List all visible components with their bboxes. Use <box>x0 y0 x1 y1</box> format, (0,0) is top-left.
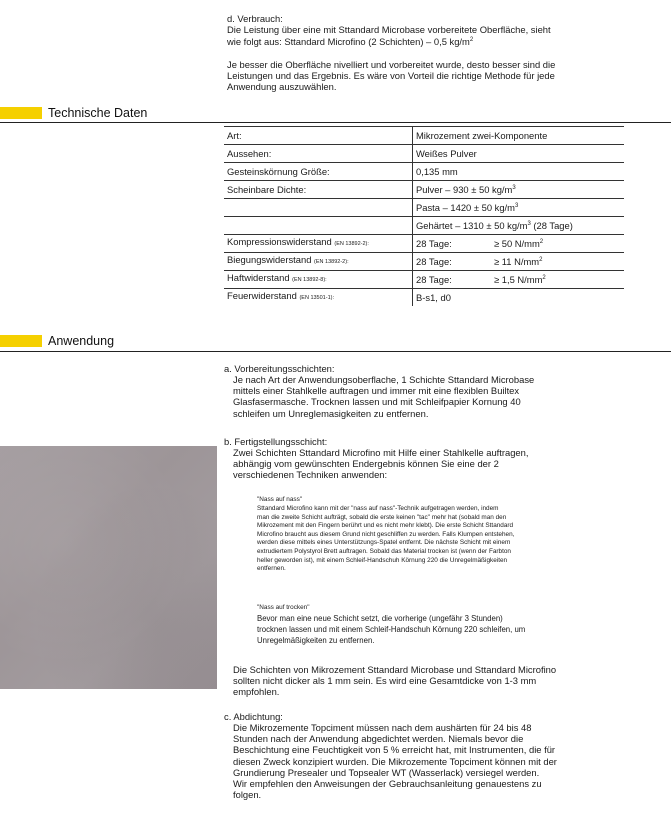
text-line: Wir empfehlen den Anweisungen der Gebrauchsanleitung genauestens zu <box>233 778 542 790</box>
text-line: schleifen um Unreglemasigkeiten zu entfernen. <box>233 407 429 419</box>
nass-auf-trocken-title: "Nass auf trocken" <box>257 604 310 611</box>
section-divider <box>0 351 671 352</box>
spec-value: 0,135 mm <box>413 163 625 181</box>
spec-label: Art: <box>224 127 413 145</box>
spec-row <box>224 199 624 217</box>
text-line: Mikrozement mit den Fingern berührt und es nicht mehr klebt). Die erste Schicht Sttandard <box>257 522 514 530</box>
technical-data-table <box>224 126 624 306</box>
spec-value: Pulver – 930 ± 50 $kg/m^3$ <box>413 181 625 199</box>
text-line: diesen Zweck konzipiert wurden. Die Mikrozemente Topciment können mit der <box>233 755 557 767</box>
spec-label: Feuerwiderstand (EN 13501-1): <box>224 289 413 307</box>
text-line: Unregelmäßigkeiten zu entfernen. <box>257 636 375 645</box>
spec-label: Scheinbare Dichte: <box>224 181 413 199</box>
text-line: empfohlen. <box>233 686 280 698</box>
spec-row <box>224 127 624 145</box>
spec-label: Kompressionswiderstand (EN 13892-2): <box>224 235 413 253</box>
text-line: sollten nicht dicker als 1 mm sein. Es wird eine Gesamtdicke von 1-3 mm <box>233 675 537 687</box>
spec-value: Mikrozement zwei-Komponente <box>413 127 625 145</box>
anwendung-a-text <box>233 374 534 419</box>
verbrauch-paragraph-line: Anwendung auszuwählen. <box>227 81 337 93</box>
text-line: man die zweite Schicht aufträgt, sobald die erste keinen "tac" mehr hat (sobald man den <box>257 513 507 521</box>
verbrauch-paragraph-line: Je besser die Oberfläche nivelliert und vorbereitet wurde, desto besser sind die <box>227 58 556 70</box>
text-line: Die Mikrozemente Topciment müssen nach dem aushärten für 24 bis 48 <box>233 722 532 733</box>
spec-row <box>224 289 624 307</box>
verbrauch-line: Die Leistung über eine mit Sttandard Microbase vorbereitete Oberfläche, sieht <box>227 24 551 36</box>
text-line: Grundierung Presealer und Topsealer WT (Wasserlack) versiegel werden. <box>233 766 540 778</box>
text-line: folgen. <box>233 789 262 801</box>
nass-auf-trocken-text <box>257 613 525 646</box>
spec-value: 28 Tage: ≥ 11 $N/mm^2$ <box>413 253 625 271</box>
spec-value: B-s1, d0 <box>416 291 451 303</box>
verbrauch-line: wie folgt aus: Sttandard Microfino (2 Schichten) – 0,5 $kg/m^2$ <box>227 36 474 48</box>
text-line: trocknen lassen und mit einem Schleif-Handschuh Körnung 220 schleifen, um <box>257 625 526 634</box>
section-divider <box>0 122 671 123</box>
text-line: verschiedenen Techniken anwenden: <box>233 469 388 481</box>
spec-row <box>224 163 624 181</box>
spec-value: 28 Tage: ≥ 50 $N/mm^2$ <box>413 235 625 253</box>
anwendung-a-heading: a. Vorbereitungsschichten: <box>224 363 335 374</box>
text-line: abhängig vom gewünschten Endergebnis können Sie eine der 2 <box>233 458 499 470</box>
text-line: extrudiertem Polystyrol Brett auftragen. Sobald das Material trocken ist (wenn der Farbton <box>257 547 511 555</box>
section-title-technische-daten: Technische Daten <box>48 106 148 120</box>
microcement-surface-image <box>0 446 217 689</box>
verbrauch-block <box>227 13 555 92</box>
text-line: werden diese mittels eines Unterstützungs-Spatel entfernt. Die nächste Schicht mit einem <box>257 539 511 547</box>
spec-value: Pasta – 1420 ± 50 $kg/m^3$ <box>413 199 625 217</box>
text-line: Sttandard Microfino kann mit der "nass auf nass"-Technik aufgetragen werden, indem <box>257 505 499 512</box>
spec-label <box>224 199 413 217</box>
schichtdicke-text <box>233 664 556 698</box>
spec-row <box>224 271 624 289</box>
verbrauch-heading: d. Verbrauch: <box>227 13 283 24</box>
verbrauch-paragraph-line: Leistungen und das Ergebnis. Es wäre von Vorteil die richtige Methode für jede <box>227 69 555 81</box>
text-line: Die Schichten von Mikrozement Sttandard Microbase und Sttandard Microfino <box>233 664 557 675</box>
nass-auf-nass-text <box>257 505 514 574</box>
text-line: Stunden nach der Anwendung abgedichtet werden. Niemals bevor die <box>233 733 524 745</box>
text-line: Beschichtung eine Feuchtigkeit von 5 % erreicht hat, mit Instrumenten, die für <box>233 744 556 756</box>
text-line: mittels einer Stahlkelle auftragen und immer mit eine flexiblen Builtex <box>233 385 520 397</box>
text-line: entfernen. <box>257 565 286 573</box>
spec-row <box>224 235 624 253</box>
anwendung-b-text <box>233 447 528 481</box>
section-accent-bar <box>0 107 42 119</box>
spec-row <box>224 217 624 235</box>
spec-label <box>224 217 413 235</box>
text-line: Glasfasermasche. Trocknen lassen und mit Schleifpapier Kornung 40 <box>233 396 521 408</box>
spec-label: Aussehen: <box>224 145 413 163</box>
spec-label: Biegungswiderstand (EN 13892-2): <box>224 253 413 271</box>
spec-label: Haftwiderstand (EN 13892-8): <box>224 271 413 289</box>
spec-row <box>224 145 624 163</box>
nass-auf-nass-title: "Nass auf nass" <box>257 496 303 503</box>
text-line: Microfino braucht aus diesem Grund nicht geschliffen zu werden. Falls Klumpen entstehen, <box>257 530 515 538</box>
text-line: Bevor man eine neue Schicht setzt, die vorherige (ungefähr 3 Stunden) <box>257 614 503 623</box>
anwendung-c-heading: c. Abdichtung: <box>224 711 283 722</box>
spec-row <box>224 181 624 199</box>
spec-value: 28 Tage: ≥ 1,5 $N/mm^2$ <box>413 271 625 289</box>
text-line: Zwei Schichten Sttandard Microfino mit Hilfe einer Stahlkelle auftragen, <box>233 447 529 458</box>
text-line: Je nach Art der Anwendungsoberflache, 1 Schichte Sttandard Microbase <box>233 374 535 385</box>
anwendung-b-heading: b. Fertigstellungsschicht: <box>224 436 328 447</box>
text-line: heller geworden ist), mit einem Schleif-Handschuh Körnung 220 die Unregelmäßigkeiten <box>257 556 508 564</box>
spec-row <box>224 253 624 271</box>
anwendung-c-text <box>233 722 557 800</box>
spec-value: Gehärtet – 1310 ± 50 $kg/m^3$ (28 Tage) <box>413 217 625 235</box>
section-accent-bar <box>0 335 42 347</box>
section-title-anwendung: Anwendung <box>48 334 115 348</box>
spec-label: Gesteinskörnung Größe: <box>224 163 413 181</box>
spec-value: Weißes Pulver <box>413 145 625 163</box>
